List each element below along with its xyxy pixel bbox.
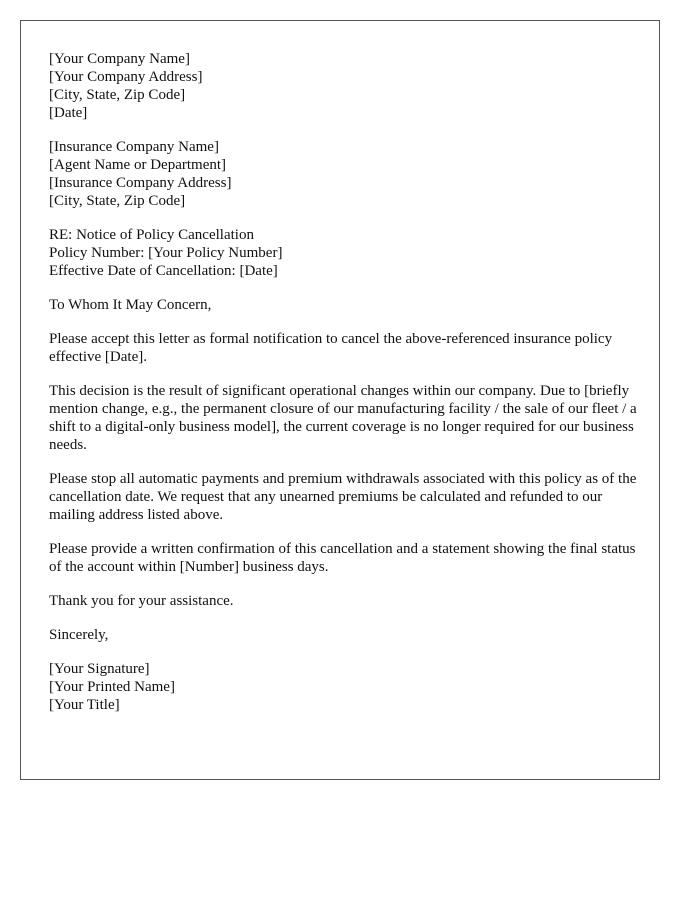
body-paragraph: Please stop all automatic payments and premium withdrawals associated with this policy as of the cancellation date. We request that any unearned premiums be calculated and refunded to our mailing address listed above. bbox=[49, 471, 637, 523]
sender-address bbox=[49, 50, 639, 122]
title: [Your Title] bbox=[49, 697, 120, 713]
sender-city-state-zip: [City, State, Zip Code] bbox=[49, 87, 186, 103]
agent-name: [Agent Name or Department] bbox=[49, 157, 227, 173]
letter-page bbox=[20, 20, 660, 780]
salutation: To Whom It May Concern, bbox=[49, 297, 212, 313]
recipient-address bbox=[49, 138, 639, 210]
thank-you: Thank you for your assistance. bbox=[49, 593, 234, 609]
insurance-company-name: [Insurance Company Name] bbox=[49, 139, 219, 155]
recipient-city-state-zip: [City, State, Zip Code] bbox=[49, 193, 186, 209]
insurance-company-address: [Insurance Company Address] bbox=[49, 175, 232, 191]
letter-date: [Date] bbox=[49, 105, 88, 121]
policy-number: Policy Number: [Your Policy Number] bbox=[49, 245, 283, 261]
reference-block bbox=[49, 226, 639, 280]
signature-block bbox=[49, 660, 639, 714]
closing: Sincerely, bbox=[49, 627, 109, 643]
effective-date: Effective Date of Cancellation: [Date] bbox=[49, 263, 278, 279]
re-subject: RE: Notice of Policy Cancellation bbox=[49, 227, 254, 243]
sender-company-address: [Your Company Address] bbox=[49, 69, 203, 85]
signature: [Your Signature] bbox=[49, 661, 150, 677]
sender-company-name: [Your Company Name] bbox=[49, 51, 190, 67]
body-paragraph: Please provide a written confirmation of this cancellation and a statement showing the final status of the account within [Number] business days. bbox=[49, 541, 636, 575]
body-paragraph: This decision is the result of significant operational changes within our company. Due to [briefly mention change, e.g., the permanent closure of our manufacturing facility / the sale of our fleet / a shift to a digital-only business model], the current coverage is no longer required for our business needs. bbox=[49, 383, 637, 453]
printed-name: [Your Printed Name] bbox=[49, 679, 175, 695]
body-paragraph: Please accept this letter as formal notification to cancel the above-referenced insurance policy effective [Date]. bbox=[49, 331, 613, 365]
